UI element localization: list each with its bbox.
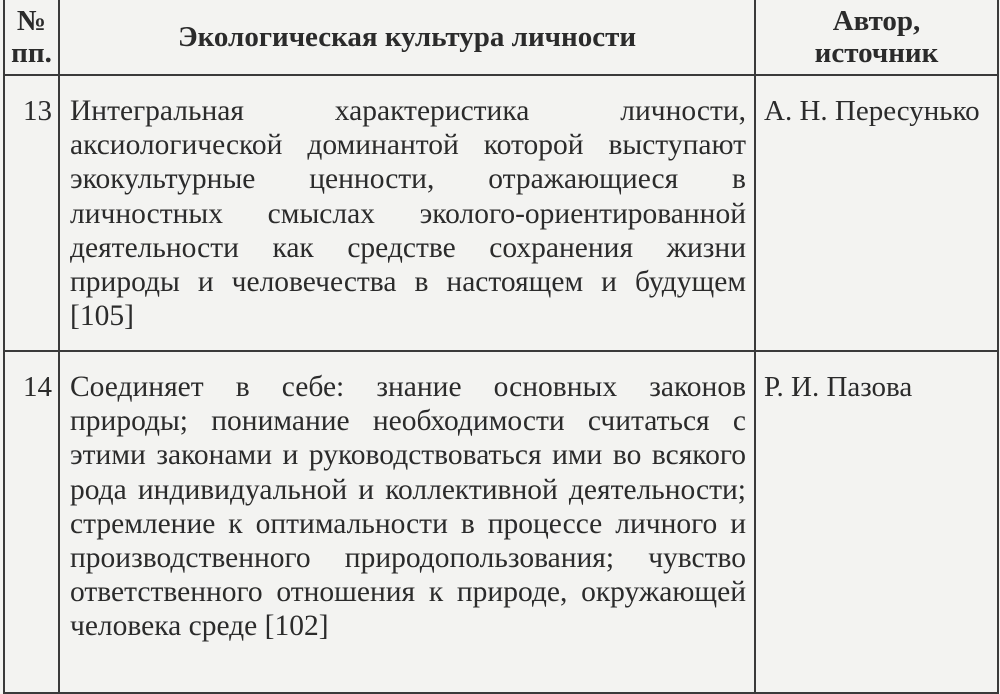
table-row (4, 75, 998, 351)
header-number (4, 0, 59, 75)
table-row (4, 351, 998, 693)
row-definition: Соединяет в себе: знание основных законов природы; понимание необходимости считаться с этими законами и руководствоваться ими во всякого рода индивидуальной и коллективной деятельности; стремление к оптимальности в процессе личного и производственного природопользования; чувство ответственного отношения к природе, окружающей человека среде [102] (59, 351, 755, 693)
row-number: 13 (4, 75, 59, 351)
definitions-table (3, 0, 999, 694)
header-number-line1: № (16, 5, 47, 37)
row-definition: Интегральная характеристика личности, аксиологической доминантой которой выступают экокультурные ценности, отражающиеся в личностных смыслах эколого-ориентированной деятельности как средстве сохранения жизни природы и человечества в настоящем и будущем [105] (59, 75, 755, 351)
header-author (755, 0, 998, 75)
row-author: Р. И. Пазова (755, 351, 998, 693)
header-number-line2: пп. (11, 37, 52, 69)
header-author-line1: Автор, (832, 5, 921, 37)
row-author: А. Н. Пересунько (755, 75, 998, 351)
header-author-line2: источник (814, 37, 939, 69)
header-definition: Экологическая культура личности (59, 0, 755, 75)
row-number: 14 (4, 351, 59, 693)
table-header-row (4, 0, 998, 75)
